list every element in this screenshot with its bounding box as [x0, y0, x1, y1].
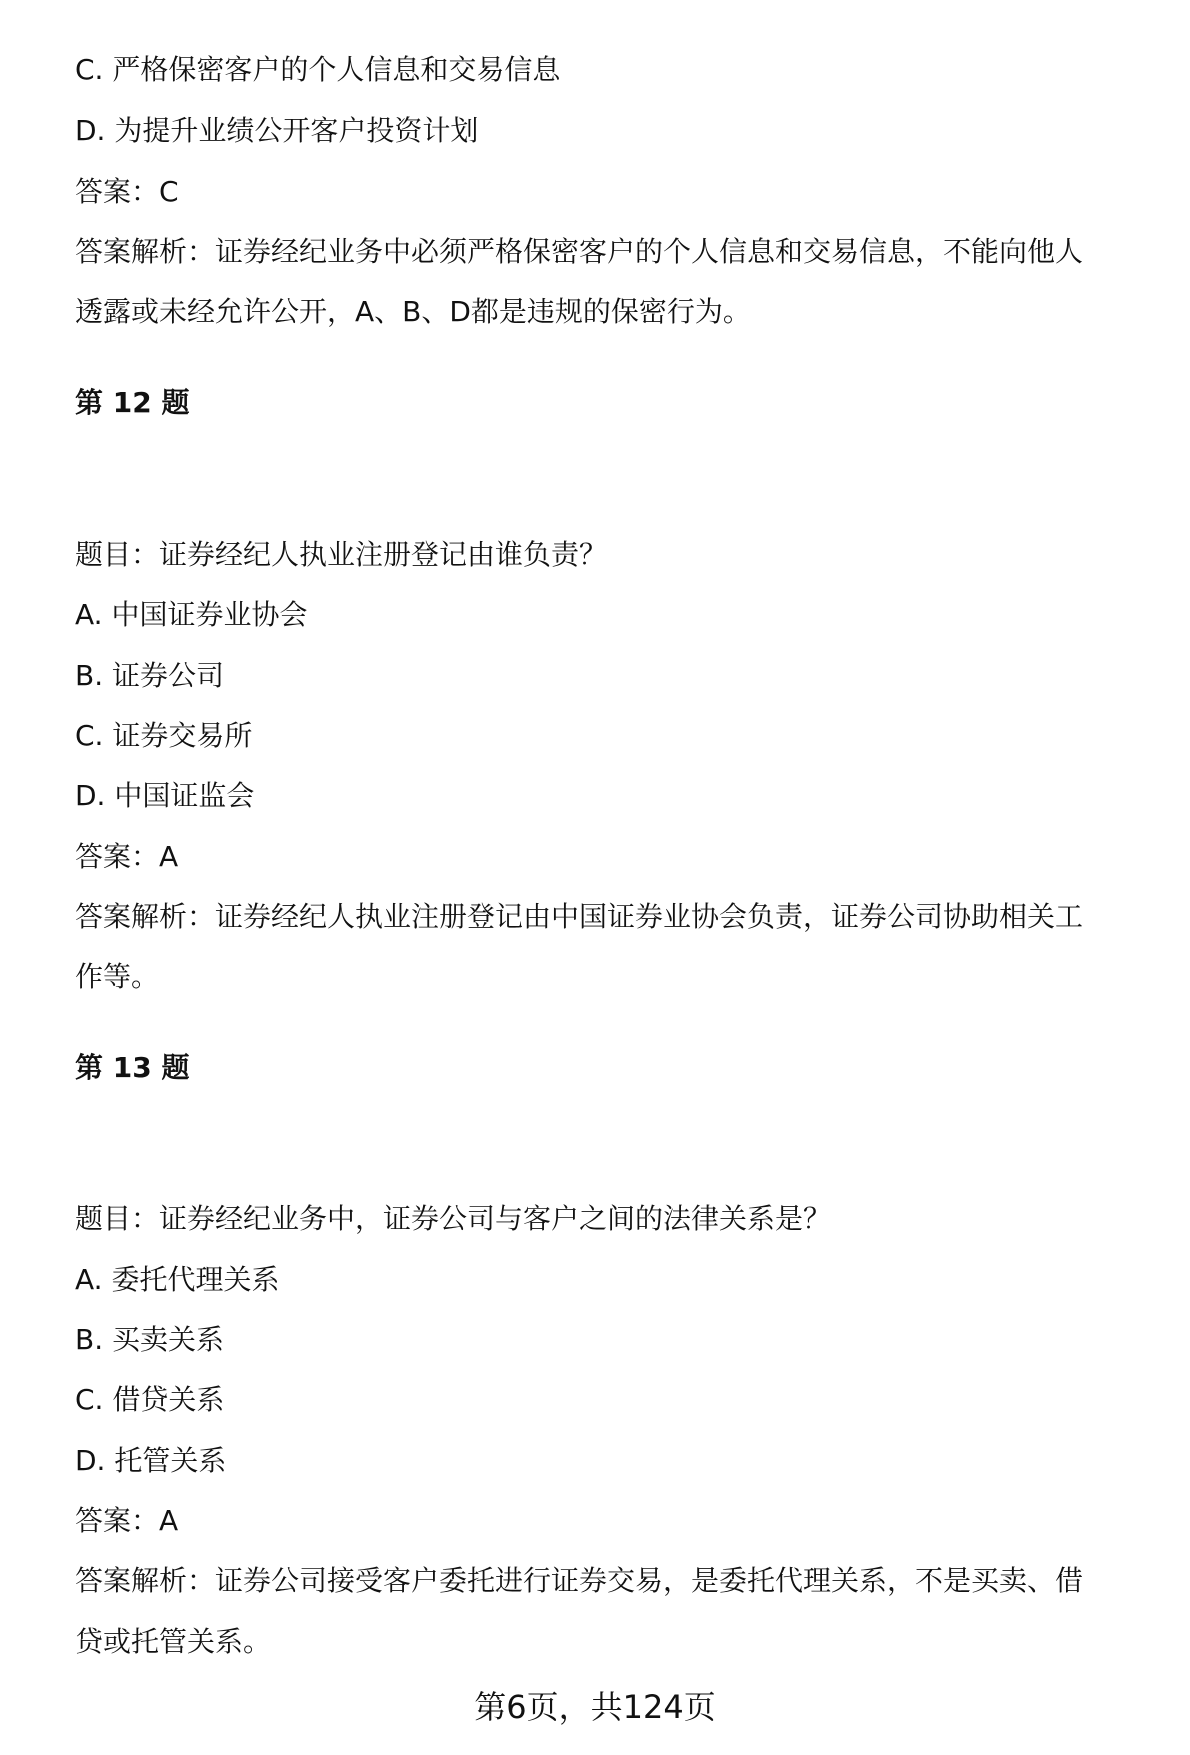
question-12-option-a: A. 中国证券业协会: [75, 598, 308, 631]
question-13-option-b: B. 买卖关系: [75, 1323, 225, 1356]
page-number: 第6页，共124页: [474, 1688, 716, 1726]
question-12-answer: 答案：A: [75, 840, 179, 873]
question-12-analysis-line-2: 作等。: [75, 960, 160, 993]
question-12-analysis-line-1: 答案解析：证券经纪人执业注册登记由中国证券业协会负责，证券公司协助相关工: [75, 900, 1084, 933]
question-13-analysis-line-2: 贷或托管关系。: [75, 1625, 272, 1658]
question-12-option-d: D. 中国证监会: [75, 779, 255, 812]
question-13-analysis-line-1: 答案解析：证券公司接受客户委托进行证券交易，是委托代理关系，不是买卖、借: [75, 1564, 1084, 1597]
question-13-option-a: A. 委托代理关系: [75, 1263, 280, 1296]
answer-analysis-line-1: 答案解析：证券经纪业务中必须严格保密客户的个人信息和交易信息，不能向他人: [75, 235, 1084, 268]
option-c: C. 严格保密客户的个人信息和交易信息: [75, 53, 561, 86]
question-13-option-d: D. 托管关系: [75, 1444, 227, 1477]
question-12-text: 题目：证券经纪人执业注册登记由谁负责？: [75, 538, 608, 571]
question-12-heading: 第 12 题: [75, 386, 190, 419]
question-13-answer: 答案：A: [75, 1504, 179, 1537]
answer-analysis-line-2: 透露或未经允许公开，A、B、D都是违规的保密行为。: [75, 295, 751, 328]
option-d: D. 为提升业绩公开客户投资计划: [75, 114, 479, 147]
question-12-option-c: C. 证券交易所: [75, 719, 253, 752]
question-13-text: 题目：证券经纪业务中，证券公司与客户之间的法律关系是？: [75, 1202, 832, 1235]
answer: 答案：C: [75, 175, 179, 208]
question-13-option-c: C. 借贷关系: [75, 1383, 225, 1416]
question-13-heading: 第 13 题: [75, 1051, 190, 1084]
question-12-option-b: B. 证券公司: [75, 659, 225, 692]
